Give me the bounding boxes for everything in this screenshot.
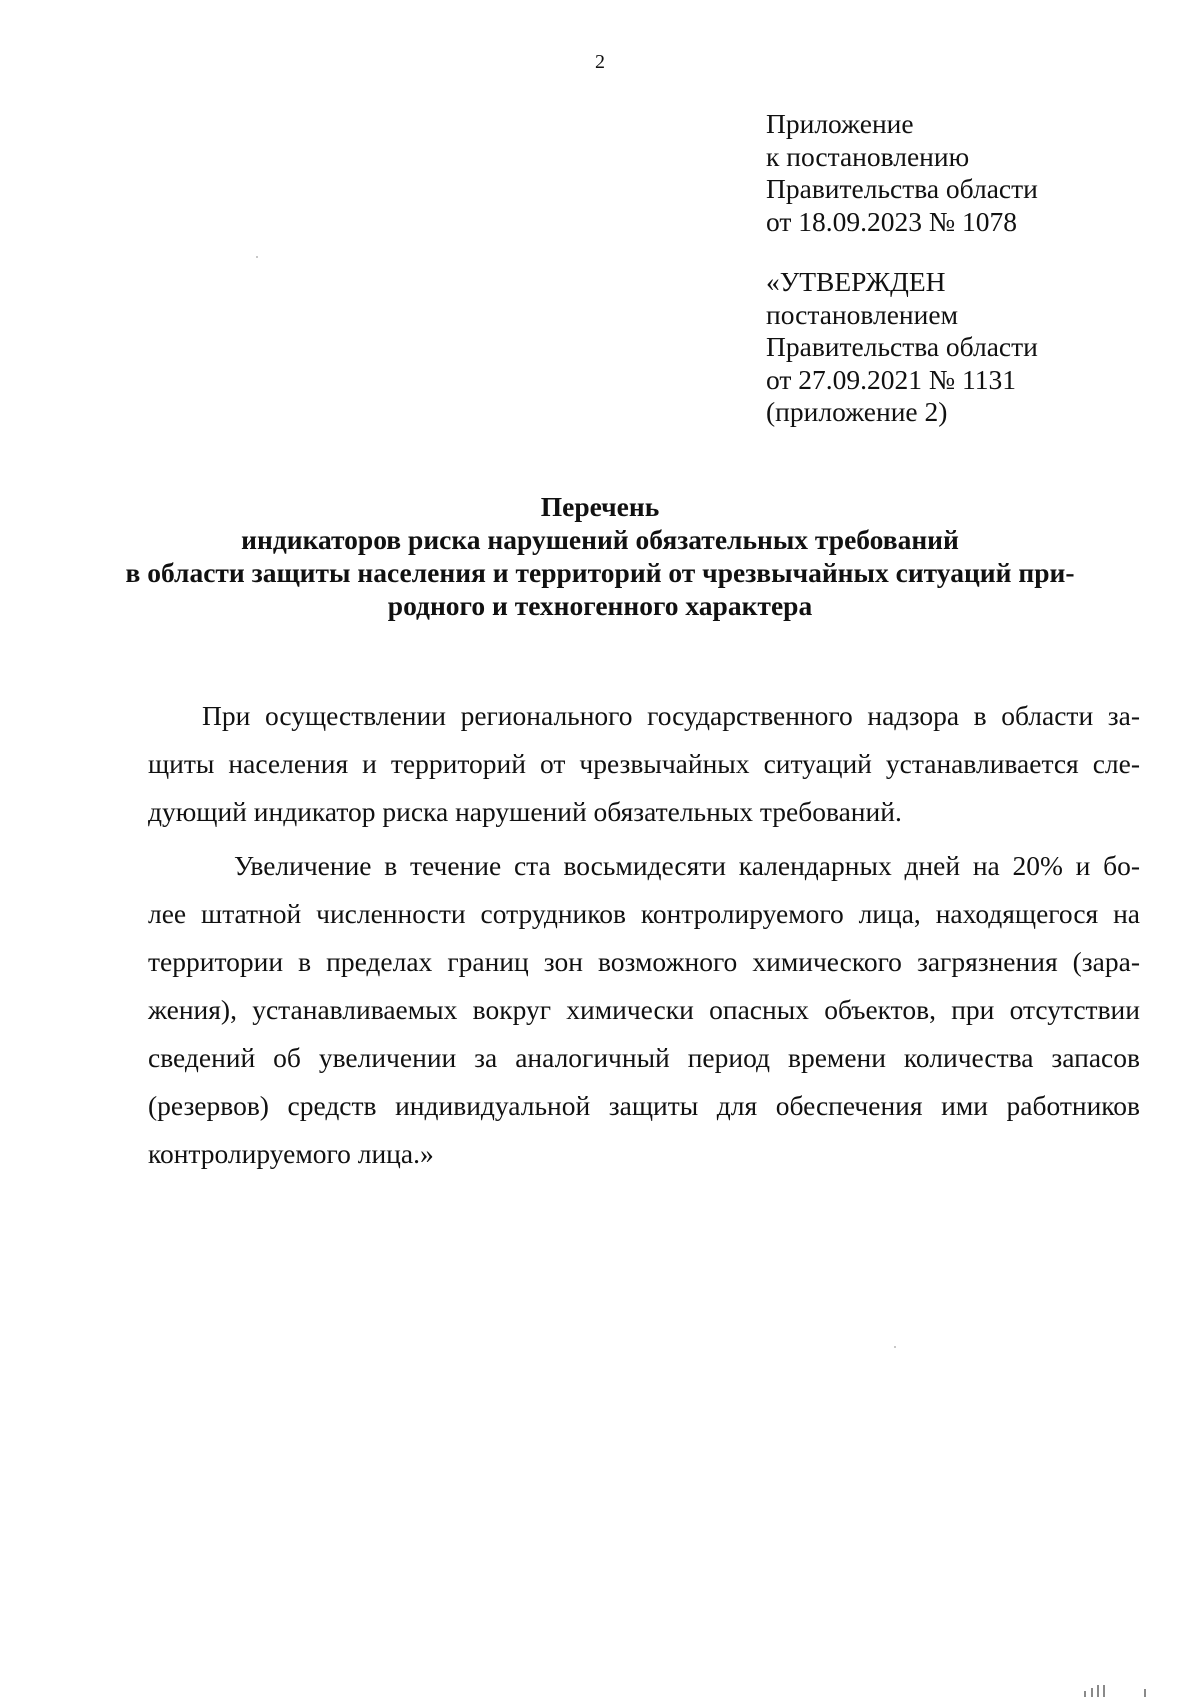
approval-line: постановлением (766, 298, 958, 330)
paragraph-line: дующий индикатор риска нарушений обязательных требований. (148, 796, 902, 827)
scan-speck (894, 1346, 896, 1348)
annex-line: к постановлению (766, 140, 970, 172)
paragraph-line: жения), устанавливаемых вокруг химически опасных объектов, при отсутствии (148, 994, 1140, 1025)
annex-line: от 18.09.2023 № 1078 (766, 205, 1018, 237)
paragraph-line: контролируемого лица.» (148, 1138, 434, 1169)
paragraph-line: При осуществлении регионального государственного надзора в области за- (202, 700, 1140, 731)
title-line: родного и техногенного характера (387, 590, 813, 621)
paragraph-indicator (148, 842, 1140, 1178)
annex-reference (766, 108, 1186, 238)
title-line: Перечень (540, 491, 660, 522)
approval-line: Правительства области (766, 331, 1038, 362)
annex-header (766, 108, 1186, 429)
title-line: в области защиты населения и территорий от чрезвычайных ситуаций при- (125, 557, 1075, 588)
paragraph-line: (резервов) средств индивидуальной защиты для обеспечения ими работников (148, 1090, 1140, 1121)
paragraph-line: лее штатной численности сотрудников контролируемого лица, находящегося на (148, 898, 1140, 929)
approval-line: от 27.09.2021 № 1131 (766, 363, 1016, 395)
scan-speck (256, 256, 258, 258)
paragraph-line: сведений об увеличении за аналогичный период времени количества запасов (148, 1042, 1140, 1073)
annex-line: Правительства области (766, 173, 1038, 204)
paragraph-line: Увеличение в течение ста восьмидесяти календарных дней на 20% и бо- (234, 850, 1140, 881)
approval-line: «УТВЕРЖДЕН (766, 266, 946, 297)
document-title (0, 490, 1200, 622)
approval-line: (приложение 2) (766, 396, 948, 427)
paragraph-line: щиты населения и территорий от чрезвычайных ситуаций устанавливается сле- (148, 748, 1140, 779)
page-number: 2 (595, 51, 605, 73)
paragraph-line: территории в пределах границ зон возможного химического загрязнения (зара- (148, 946, 1140, 977)
scan-edge-mark (1082, 1683, 1168, 1697)
paragraph-intro (148, 692, 1140, 836)
annex-line: Приложение (766, 108, 914, 139)
title-line: индикаторов риска нарушений обязательных требований (241, 524, 959, 555)
approval-stamp-text (766, 266, 1186, 429)
